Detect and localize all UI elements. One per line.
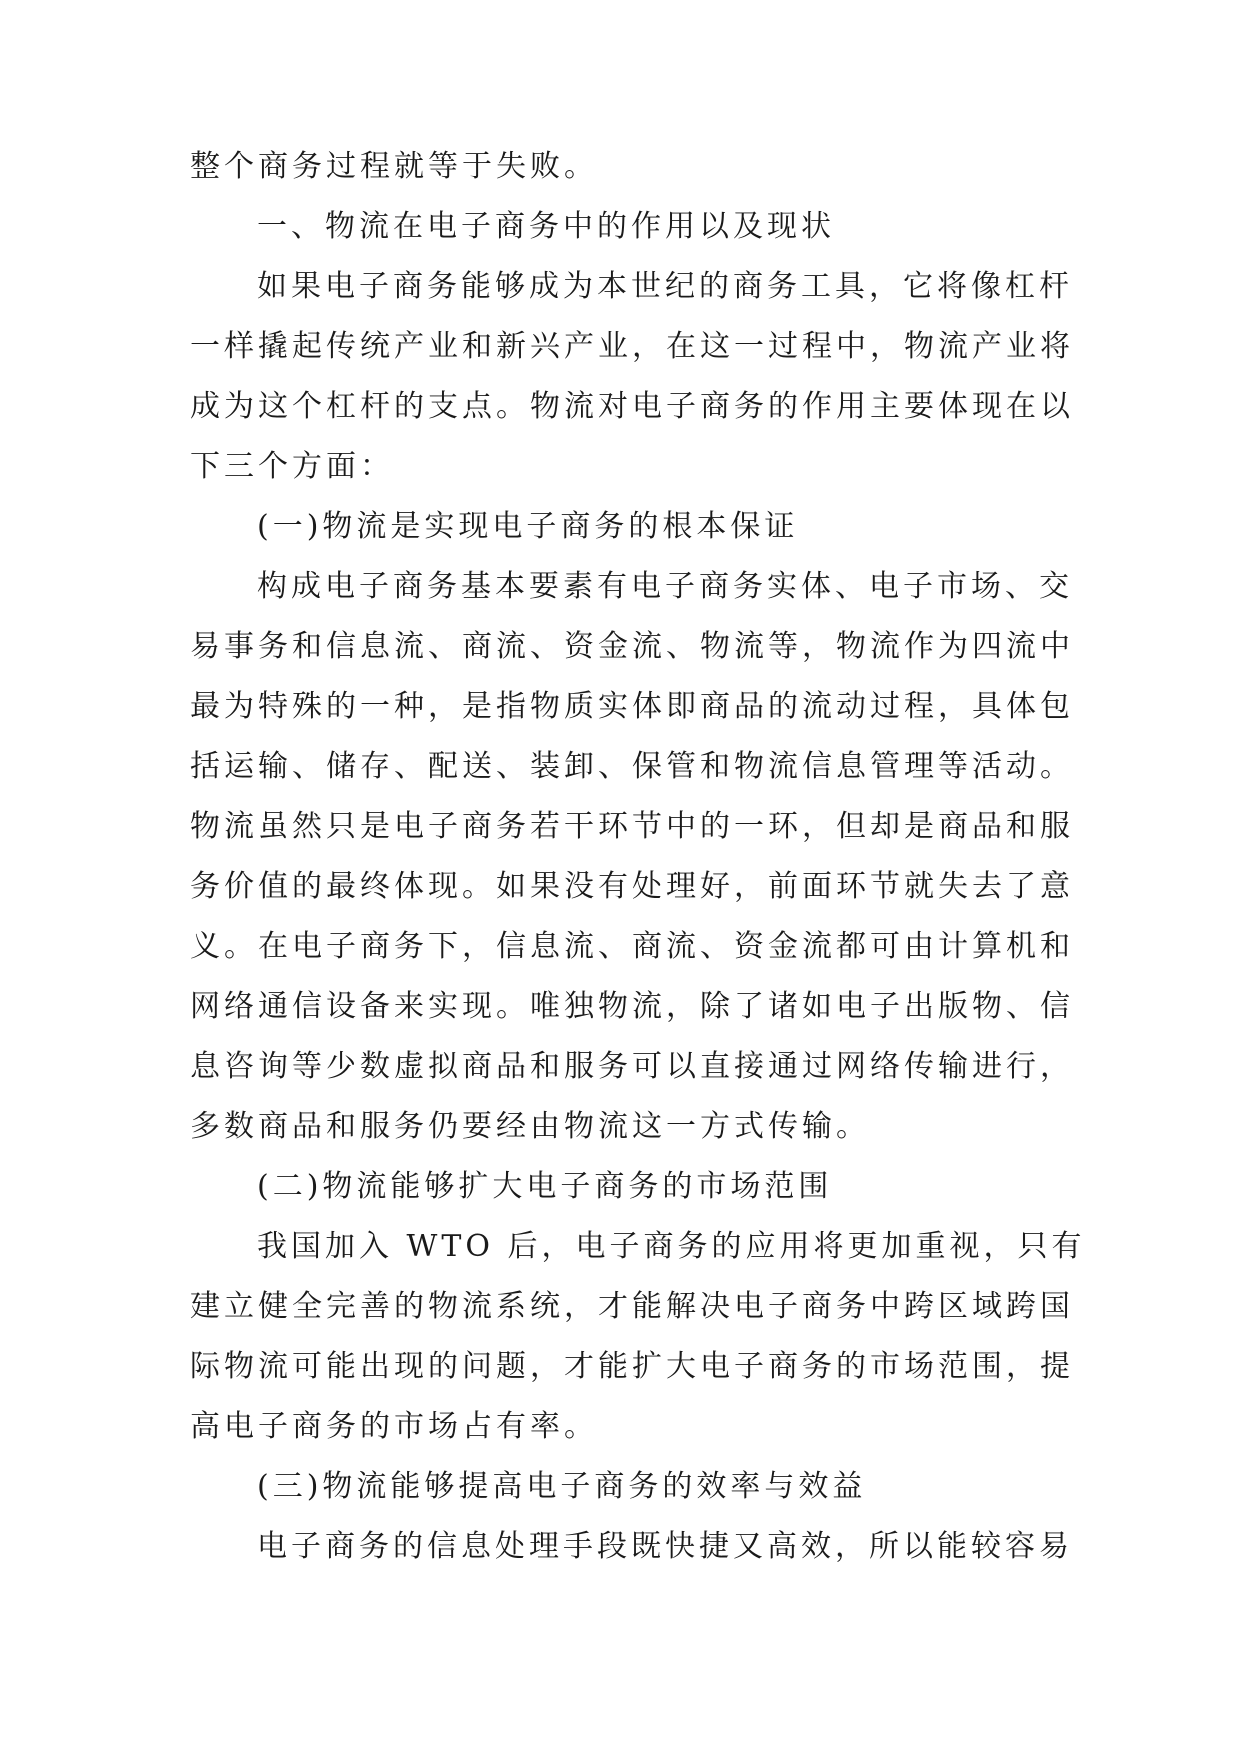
paragraph-line: 际物流可能出现的问题，才能扩大电子商务的市场范围，提 <box>190 1349 1074 1384</box>
paragraph-line: 息咨询等少数虚拟商品和服务可以直接通过网络传输进行， <box>190 1049 1074 1084</box>
paragraph-line: 务价值的最终体现。如果没有处理好，前面环节就失去了意 <box>190 869 1074 904</box>
paragraph-line: 义。在电子商务下，信息流、商流、资金流都可由计算机和 <box>190 929 1074 964</box>
paragraph-line: 电子商务的信息处理手段既快捷又高效，所以能较容易 <box>257 1529 1073 1564</box>
paragraph-line: 高电子商务的市场占有率。 <box>190 1409 598 1444</box>
paragraph-line: 物流虽然只是电子商务若干环节中的一环，但却是商品和服 <box>190 809 1074 844</box>
paragraph-line: 我国加入 WTO 后，电子商务的应用将更加重视，只有 <box>257 1229 1086 1264</box>
paragraph-line: 网络通信设备来实现。唯独物流，除了诸如电子出版物、信 <box>190 989 1074 1024</box>
paragraph-line: 括运输、储存、配送、装卸、保管和物流信息管理等活动。 <box>190 749 1074 784</box>
paragraph-line: 最为特殊的一种，是指物质实体即商品的流动过程，具体包 <box>190 689 1074 724</box>
paragraph-line: 成为这个杠杆的支点。物流对电子商务的作用主要体现在以 <box>190 389 1074 424</box>
subsection-heading: (一)物流是实现电子商务的根本保证 <box>257 509 799 544</box>
subsection-heading: (三)物流能够提高电子商务的效率与效益 <box>257 1469 867 1504</box>
subsection-heading: (二)物流能够扩大电子商务的市场范围 <box>257 1169 833 1204</box>
paragraph-line: 多数商品和服务仍要经由物流这一方式传输。 <box>190 1109 870 1144</box>
paragraph-line: 一样撬起传统产业和新兴产业，在这一过程中，物流产业将 <box>190 329 1074 364</box>
paragraph-line: 易事务和信息流、商流、资金流、物流等，物流作为四流中 <box>190 629 1074 664</box>
paragraph-line: 如果电子商务能够成为本世纪的商务工具，它将像杠杆 <box>257 269 1073 304</box>
paragraph-line: 构成电子商务基本要素有电子商务实体、电子市场、交 <box>257 569 1073 604</box>
section-heading: 一、物流在电子商务中的作用以及现状 <box>257 209 835 244</box>
text-line: 整个商务过程就等于失败。 <box>190 149 598 184</box>
paragraph-line: 建立健全完善的物流系统，才能解决电子商务中跨区域跨国 <box>190 1289 1074 1324</box>
paragraph-line: 下三个方面： <box>190 449 394 484</box>
